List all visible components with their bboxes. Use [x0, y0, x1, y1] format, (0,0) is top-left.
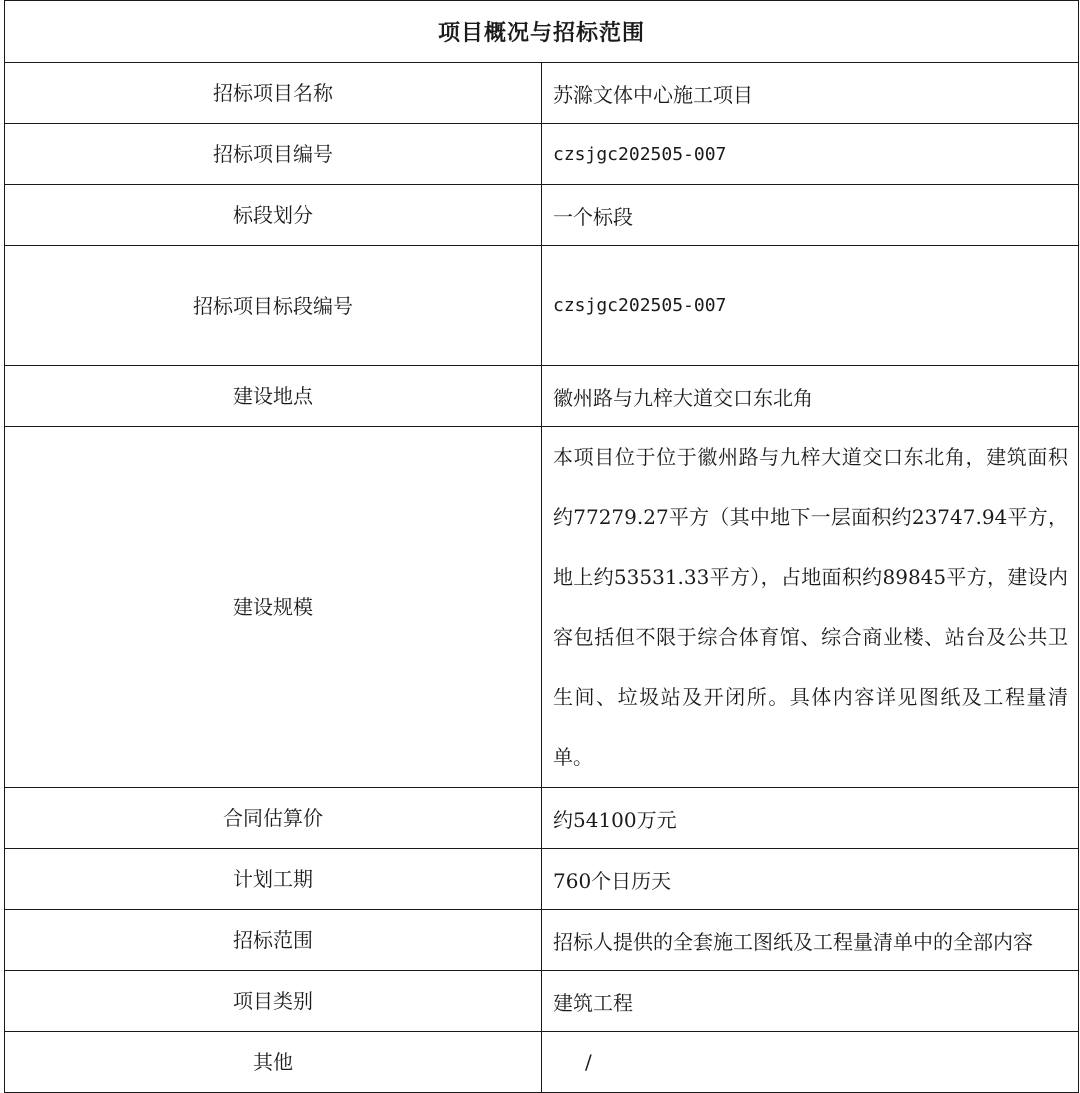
row-value-scope: 招标人提供的全套施工图纸及工程量清单中的全部内容 [542, 910, 1079, 971]
row-value-project-number: czsjgc202505-007 [542, 124, 1079, 185]
row-label-category: 项目类别 [5, 971, 542, 1032]
row-label-scope: 招标范围 [5, 910, 542, 971]
table-row [5, 910, 1079, 971]
row-value-section-division: 一个标段 [542, 185, 1079, 246]
row-label-section-number-text: 招标项目标段编号 [193, 293, 353, 318]
row-label-section-number [5, 246, 542, 366]
row-label-section-division: 标段划分 [5, 185, 542, 246]
table-row [5, 849, 1079, 910]
project-overview-table [4, 0, 1079, 1093]
table-title: 项目概况与招标范围 [5, 1, 1079, 63]
row-value-schedule: 760个日历天 [542, 849, 1079, 910]
row-label-schedule: 计划工期 [5, 849, 542, 910]
row-value-location: 徽州路与九梓大道交口东北角 [542, 366, 1079, 427]
row-value-scale: 本项目位于位于徽州路与九梓大道交口东北角，建筑面积约77279.27平方（其中地下一层面积约23747.94平方，地上约53531.33平方），占地面积约89845平方，建设内容包括但不限于综合体育馆、综合商业楼、站台及公共卫生间、垃圾站及开闭所。具体内容详见图纸及工程量清单。 [542, 427, 1079, 788]
row-value-project-name: 苏滁文体中心施工项目 [542, 63, 1079, 124]
row-value-other-cell [542, 1032, 1079, 1093]
row-label-scale: 建设规模 [5, 427, 542, 788]
row-label-estimated-price: 合同估算价 [5, 788, 542, 849]
row-value-category: 建筑工程 [542, 971, 1079, 1032]
table-row [5, 124, 1079, 185]
table-title-row [5, 1, 1079, 63]
table-row [5, 185, 1079, 246]
table-row [5, 971, 1079, 1032]
table-row [5, 427, 1079, 788]
row-label-project-name: 招标项目名称 [5, 63, 542, 124]
row-label-project-number: 招标项目编号 [5, 124, 542, 185]
table-row [5, 63, 1079, 124]
row-label-location: 建设地点 [5, 366, 542, 427]
table-row [5, 366, 1079, 427]
table-row [5, 1032, 1079, 1093]
table-row [5, 246, 1079, 366]
document-sheet [4, 0, 1079, 1093]
row-label-other: 其他 [5, 1032, 542, 1093]
row-value-section-number: czsjgc202505-007 [542, 246, 1079, 366]
row-value-other: / [585, 1050, 592, 1074]
row-value-estimated-price: 约54100万元 [542, 788, 1079, 849]
table-row [5, 788, 1079, 849]
